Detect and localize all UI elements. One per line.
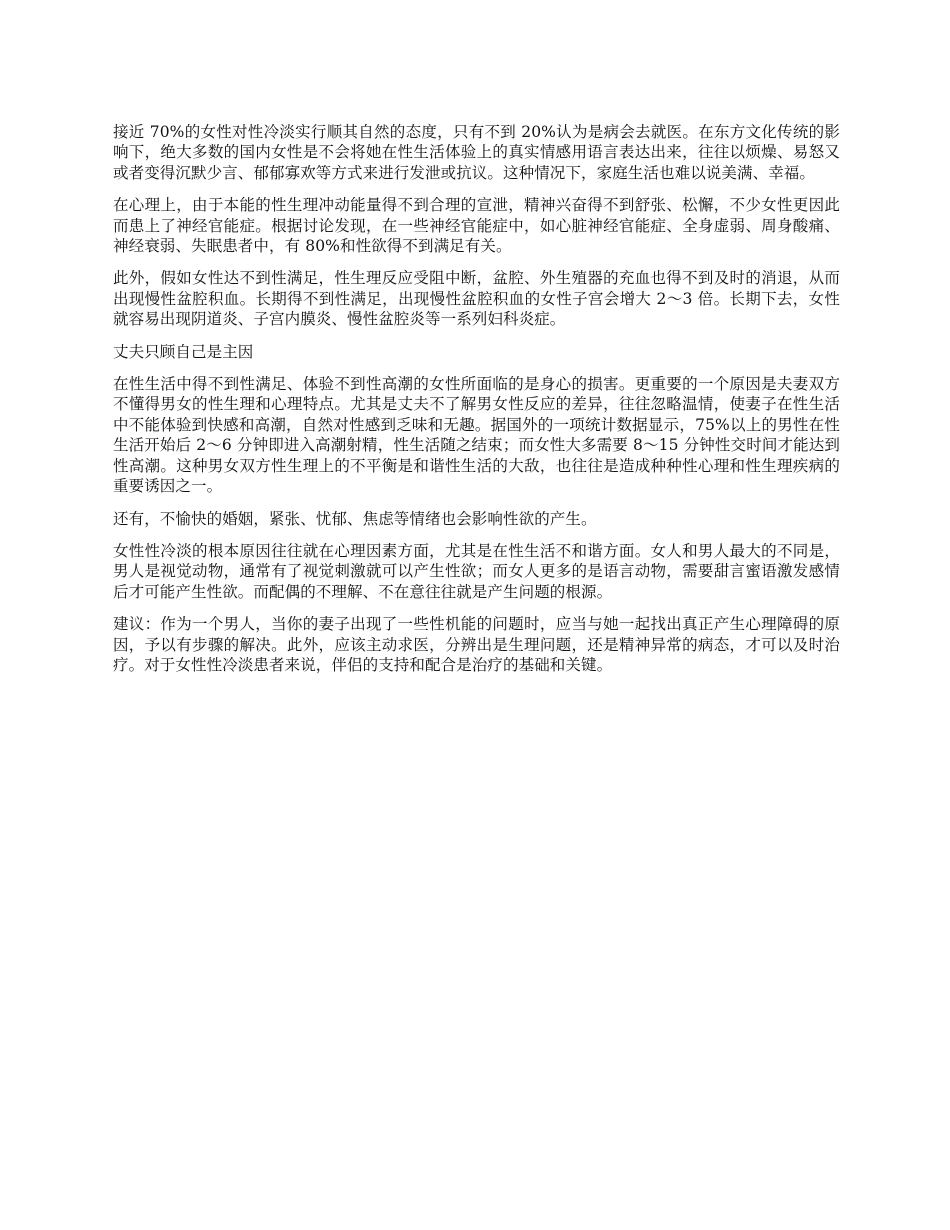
- paragraph-7: 建议：作为一个男人，当你的妻子出现了一些性机能的问题时，应当与她一起找出真正产生心理障碍的原因，予以有步骤的解决。此外，应该主动求医，分辨出是生理问题，还是精神异常的病态，才可以及时治疗。对于女性性冷淡患者来说，伴侣的支持和配合是治疗的基础和关键。: [113, 615, 840, 674]
- section-heading: 丈夫只顾自己是主因: [113, 342, 254, 361]
- paragraph-5: 还有，不愉快的婚姻，紧张、忧郁、焦虑等情绪也会影响性欲的产生。: [113, 509, 597, 528]
- document-page: [113, 122, 840, 687]
- paragraph-3: 此外，假如女性达不到性满足，性生理反应受阻中断，盆腔、外生殖器的充血也得不到及时的消退，从而出现慢性盆腔积血。长期得不到性满足，出现慢性盆腔积血的女性子宫会增大 2～3 倍。长期下去，女性就容易出现阴道炎、子宫内膜炎、慢性盆腔炎等一系列妇科炎症。: [113, 269, 840, 329]
- paragraph-1: 接近 70%的女性对性冷淡实行顺其自然的态度，只有不到 20%认为是病会去就医。在东方文化传统的影响下，绝大多数的国内女性是不会将她在性生活体验上的真实情感用语言表达出来，往往以烦燥、易怒又或者变得沉默少言、郁郁寡欢等方式来进行发泄或抗议。这种情况下，家庭生活也难以说美满、幸福。: [113, 123, 840, 182]
- paragraph-2: 在心理上，由于本能的性生理冲动能量得不到合理的宣泄，精神兴奋得不到舒张、松懈，不少女性更因此而患上了神经官能症。根据讨论发现，在一些神经官能症中，如心脏神经官能症、全身虚弱、周身酸痛、神经衰弱、失眠患者中，有 80%和性欲得不到满足有关。: [113, 196, 840, 256]
- paragraph-6: 女性性冷淡的根本原因往往就在心理因素方面，尤其是在性生活不和谐方面。女人和男人最大的不同是，男人是视觉动物，通常有了视觉刺激就可以产生性欲；而女人更多的是语言动物，需要甜言蜜语激发感情后才可能产生性欲。而配偶的不理解、不在意往往就是产生问题的根源。: [113, 541, 840, 601]
- paragraph-4: 在性生活中得不到性满足、体验不到性高潮的女性所面临的是身心的损害。更重要的一个原因是夫妻双方不懂得男女的性生理和心理特点。尤其是丈夫不了解男女性反应的差异，往往忽略温情，使妻子在性生活中不能体验到快感和高潮，自然对性感到乏味和无趣。据国外的一项统计数据显示，75%以上的男性在性生活开始后 2～6 分钟即进入高潮射精，性生活随之结束；而女性大多需要 8～15 分钟性交时间才能达到性高潮。这种男女双方性生理上的不平衡是和谐性生活的大敌，也往往是造成种种性心理和性生理疾病的重要诱因之一。: [113, 375, 840, 496]
